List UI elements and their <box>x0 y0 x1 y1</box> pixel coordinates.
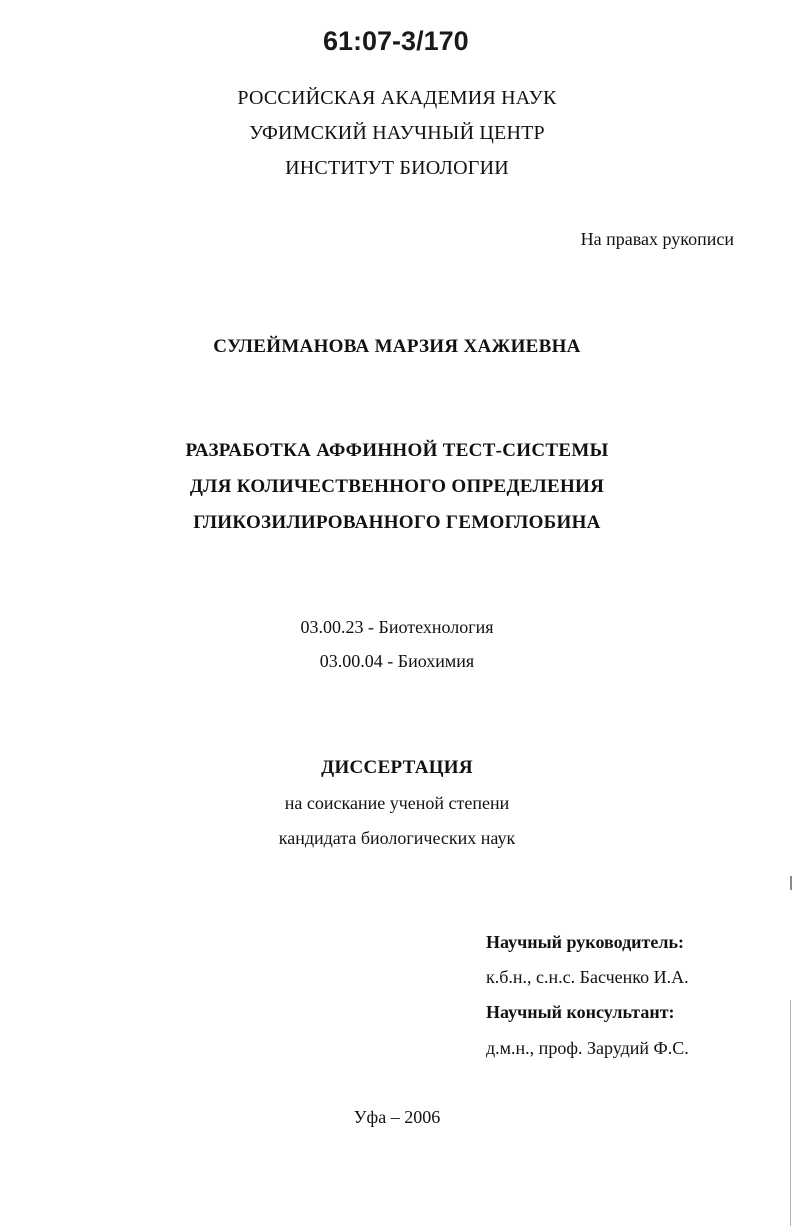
dissertation-heading: ДИССЕРТАЦИЯ <box>321 757 473 778</box>
title-line-3: ГЛИКОЗИЛИРОВАННОГО ГЕМОГЛОБИНА <box>193 512 601 533</box>
dissertation-degree-line-1: на соискание ученой степени <box>284 793 510 813</box>
author-name: СУЛЕЙМАНОВА МАРЗИЯ ХАЖИЕВНА <box>213 336 581 357</box>
city-year: Уфа – 2006 <box>353 1107 441 1127</box>
supervisor-label: Научный руководитель: <box>486 932 684 952</box>
scan-edge-line <box>790 1000 791 1226</box>
supervisor-name: к.б.н., с.н.с. Басченко И.А. <box>486 967 689 987</box>
dissertation-degree-line-2: кандидата биологических наук <box>278 828 516 848</box>
rights-note: На правах рукописи <box>580 229 734 249</box>
archive-stamp: 61:07-3/170 <box>323 26 469 56</box>
consultant-name: д.м.н., проф. Зарудий Ф.С. <box>486 1038 689 1058</box>
title-line-2: ДЛЯ КОЛИЧЕСТВЕННОГО ОПРЕДЕЛЕНИЯ <box>189 476 605 497</box>
institution-line-academy: РОССИЙСКАЯ АКАДЕМИЯ НАУК <box>237 87 557 109</box>
institution-line-institute: ИНСТИТУТ БИОЛОГИИ <box>285 157 509 179</box>
consultant-label: Научный консультант: <box>486 1002 675 1022</box>
specialty-biotechnology: 03.00.23 - Биотехнология <box>300 617 494 637</box>
title-line-1: РАЗРАБОТКА АФФИННОЙ ТЕСТ-СИСТЕМЫ <box>185 440 609 461</box>
institution-line-center: УФИМСКИЙ НАУЧНЫЙ ЦЕНТР <box>249 122 545 144</box>
specialty-biochemistry: 03.00.04 - Биохимия <box>319 651 475 671</box>
scan-artifact-mark <box>790 876 792 890</box>
